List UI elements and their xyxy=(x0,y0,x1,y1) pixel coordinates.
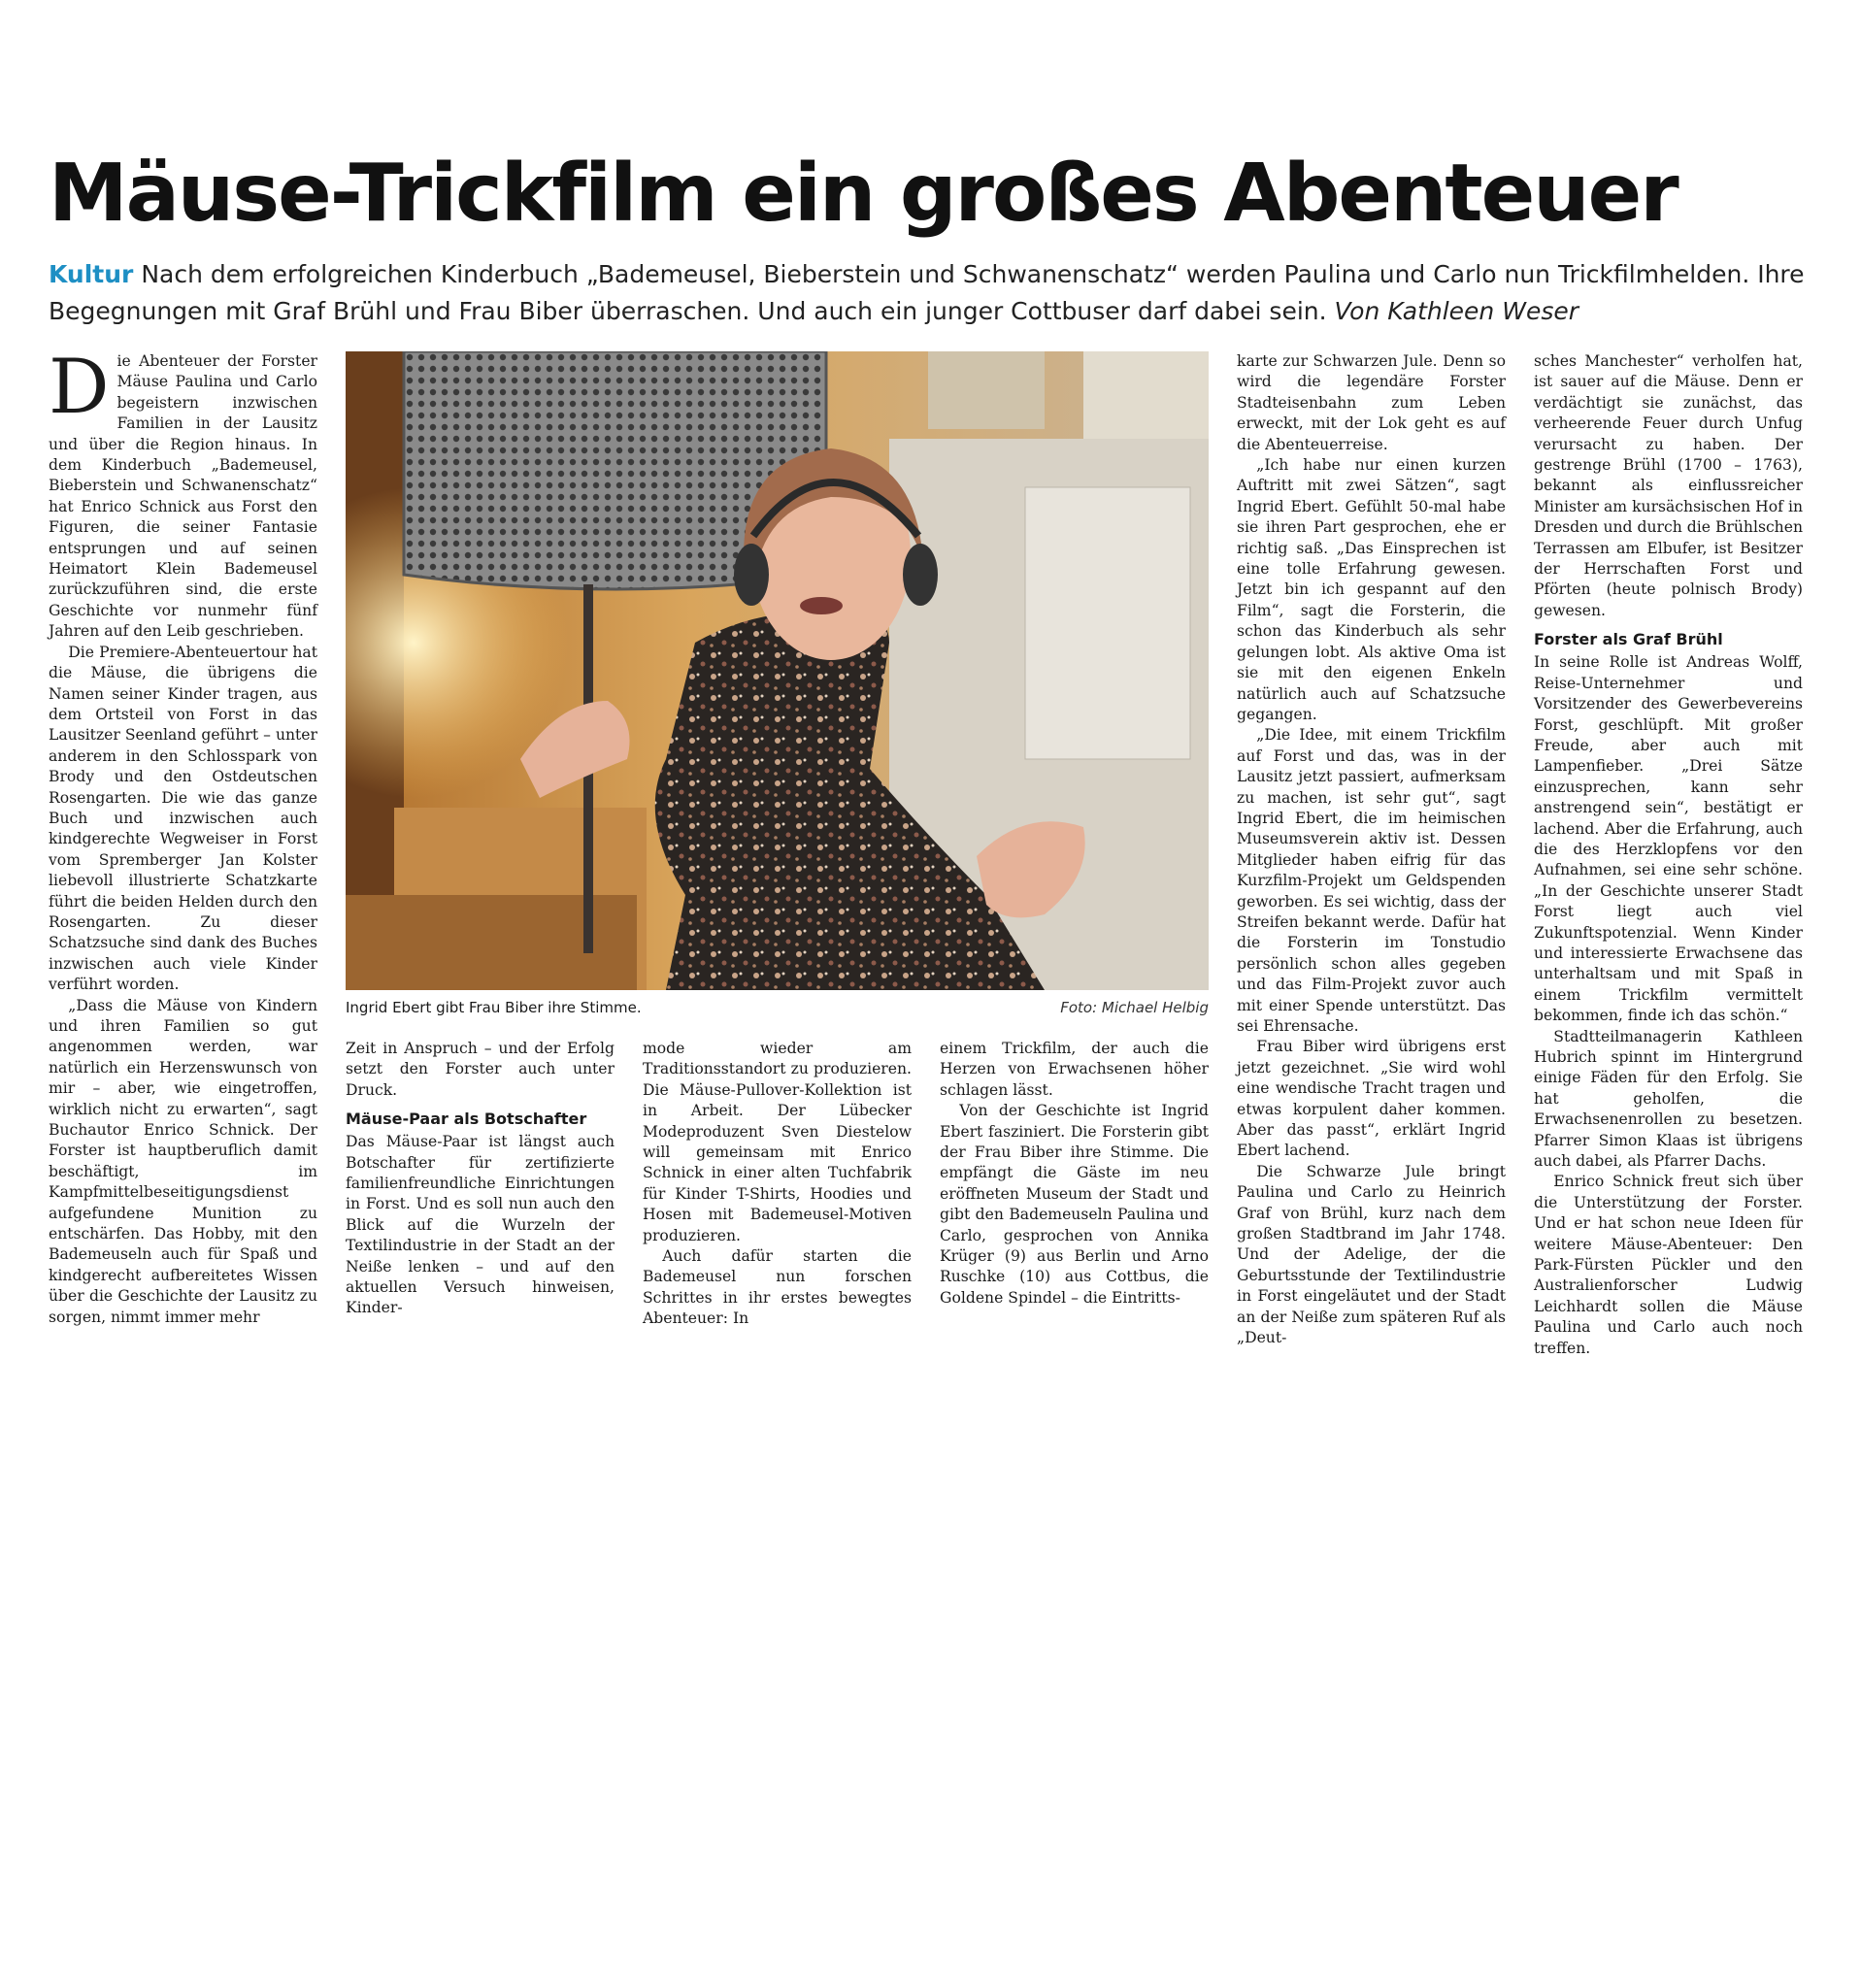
body-paragraph: Frau Biber wird übrigens erst jetzt gezeichnet. „Sie wird wohl eine wendische Tracht tragen und etwas korpulent daher kommen. Aber das passt“, erklärt Ingrid Ebert lachend. xyxy=(1237,1038,1506,1160)
body-paragraph: Die Schwarze Jule bringt Paulina und Carlo zu Heinrich Graf von Brühl, kurz nach dem großen Stadtbrand im Jahr 1748. Und der Adelige, der die Geburtsstunde der Textilindustrie in Forst eingeläutet und der Stadt an der Neiße zum späteren Ruf als „Deut- xyxy=(1237,1162,1506,1347)
drop-cap: D xyxy=(49,344,110,431)
lead-text: Nach dem erfolgreichen Kinderbuch „Bademeusel, Bieberstein und Schwanenschatz“ werden Paulina und Carlo nun Trickfilmhelden. Ihre Begegnungen mit Graf Brühl und Frau Biber überraschen. Und auch ein junger Cottbuser darf dabei sein. xyxy=(49,260,1805,325)
lead-paragraph xyxy=(49,256,1806,330)
section-heading: Forster als Graf Brühl xyxy=(1534,630,1723,649)
article-column-3 xyxy=(643,1039,912,1330)
body-paragraph: mode wieder am Traditionsstandort zu produzieren. Die Mäuse-Pullover-Kollektion ist in Arbeit. Der Lübecker Modeproduzent Sven Diestelow will gemeinsam mit Enrico Schnick in einer alten Tuchfabrik für Kinder T-Shirts, Hoodies und Hosen mit Bademeusel-Motiven produzieren. xyxy=(643,1040,912,1244)
body-paragraph: karte zur Schwarzen Jule. Denn so wird die legendäre Forster Stadteisenbahn zum Leben erweckt, mit der Lok geht es auf die Abenteuerreise. xyxy=(1237,352,1506,453)
author-byline: Von Kathleen Weser xyxy=(1334,297,1579,325)
rubric-label: Kultur xyxy=(49,260,134,288)
body-paragraph: Zeit in Anspruch – und der Erfolg setzt den Forster auch unter Druck. xyxy=(346,1040,615,1099)
recording-studio-photo xyxy=(346,351,1209,990)
body-paragraph: „Dass die Mäuse von Kindern und ihren Familien so gut angenommen werden, war natürlich ein Herzenswunsch von mir – aber, wie eingetroffen, wirklich nicht zu erwarten“, sagt Buchautor Enrico Schnick. Der Forster ist hauptberuflich damit beschäftigt, im Kampfmittelbeseitigungsdienst aufgefundene Munition zu entschärfen. Das Hobby, mit den Bademeuseln auch für Spaß und kindgerecht aufbereitetes Wissen über die Geschichte der Lausitz zu sorgen, nimmt immer mehr xyxy=(49,996,317,1326)
body-paragraph xyxy=(49,344,317,643)
headline: Mäuse-Trickfilm ein großes Abenteuer xyxy=(49,148,1678,240)
body-paragraph: sches Manchester“ verholfen hat, ist sauer auf die Mäuse. Denn er verdächtigt sie zunächst, das verheerende Feuer durch Unfug verursacht zu haben. Der gestrenge Brühl (1700 – 1763), bekannt als einflussreicher Minister am kursächsischen Hof in Dresden und durch die Brühlschen Terrassen am Elbufer, ist Besitzer der Herrschaften Forst und Pförten (heute polnisch Brody) gewesen. xyxy=(1534,352,1803,619)
article-column-6 xyxy=(1534,351,1803,1359)
article-column-5 xyxy=(1237,351,1506,1349)
body-paragraph: „Ich habe nur einen kurzen Auftritt mit zwei Sätzen“, sagt Ingrid Ebert. Gefühlt 50-mal habe sie ihren Part gesprochen, ehe er richtig saß. „Das Einsprechen ist eine tolle Erfahrung gewesen. Jetzt bin ich gespannt auf den Film“, sagt die Forsterin, die schon das Kinderbuch als sehr gelungen lobt. Als aktive Oma ist sie mit den eigenen Enkeln natürlich auch auf Schatzsuche gegangen. xyxy=(1237,456,1506,723)
photo-caption xyxy=(346,996,1209,1019)
photo-credit: Foto: Michael Helbig xyxy=(1060,999,1209,1016)
body-paragraph: Das Mäuse-Paar ist längst auch Botschafter für zertifizierte familienfreundliche Einrichtungen in Forst. Und es soll nun auch den Blick auf die Wurzeln der Textilindustrie in der Stadt an der Neiße lenken – und auf den aktuellen Versuch hinweisen, Kinder- xyxy=(346,1133,615,1317)
article-column-1 xyxy=(49,344,317,1328)
section-heading: Mäuse-Paar als Botschafter xyxy=(346,1110,587,1129)
body-paragraph: Von der Geschichte ist Ingrid Ebert fasziniert. Die Forsterin gibt der Frau Biber ihre Stimme. Die empfängt die Gäste im neu eröffneten Museum der Stadt und gibt den Bademeuseln Paulina und Carlo, gesprochen von Annika Krüger (9) aus Berlin und Arno Ruschke (10) aus Cottbus, die Goldene Spindel – die Eintritts- xyxy=(940,1102,1209,1307)
paragraph-text: ie Abenteuer der Forster Mäuse Paulina und Carlo begeistern inzwischen Familien in der Lausitz und über die Region hinaus. In dem Kinderbuch „Bademeusel, Bieberstein und Schwanenschatz“ hat Enrico Schnick aus Forst den Figuren, die seiner Fantasie entsprungen und auf seinen Heimatort Klein Bademeusel zurückzuführen sind, die erste Geschichte vor nunmehr fünf Jahren auf den Leib geschrieben. xyxy=(49,352,317,641)
body-paragraph: In seine Rolle ist Andreas Wolff, Reise-Unternehmer und Vorsitzender des Gewerbevereins Forst, geschlüpft. Mit großer Freude, aber auch mit Lampenfieber. „Drei Sätze einzusprechen, kann sehr anstrengend sein“, bestätigt er lachend. Aber die Erfahrung, auch die des Herzklopfens vor den Aufnahmen, sei eine sehr schöne. „In der Geschichte unserer Stadt Forst liegt auch viel Zukunftspotenzial. Wenn Kinder und interessierte Erwachsene das unterhaltsam und mit Spaß in einem Trickfilm vermittelt bekommen, finde ich das schön.“ xyxy=(1534,653,1803,1025)
body-paragraph: „Die Idee, mit einem Trickfilm auf Forst und das, was in der Lausitz jetzt passiert, aufmerksam zu machen, ist sehr gut“, sagt Ingrid Ebert, die im heimischen Museumsverein aktiv ist. Dessen Mitglieder haben eifrig für das Kurzfilm-Projekt um Geldspenden geworben. Es sei wichtig, dass der Streifen bekannt werde. Dafür hat die Forsterin im Tonstudio persönlich schon alles gegeben und das Film-Projekt zuvor auch mit einer Spende unterstützt. Das sei Ehrensache. xyxy=(1237,726,1506,1035)
body-paragraph: Auch dafür starten die Bademeusel nun forschen Schrittes in ihr erstes bewegtes Abenteuer: In xyxy=(643,1247,912,1328)
body-paragraph: Enrico Schnick freut sich über die Unterstützung der Forster. Und er hat schon neue Ideen für weitere Mäuse-Abenteuer: Den Park-Fürsten Pückler und den Australienforscher Ludwig Leichhardt sollen die Mäuse Paulina und Carlo auch noch treffen. xyxy=(1534,1173,1803,1357)
article-photo xyxy=(346,351,1209,990)
article-column-2 xyxy=(346,1039,615,1319)
body-paragraph: einem Trickfilm, der auch die Herzen von Erwachsenen höher schlagen lässt. xyxy=(940,1040,1209,1099)
body-paragraph: Die Premiere-Abenteuertour hat die Mäuse, die übrigens die Namen seiner Kinder tragen, aus dem Ortsteil von Forst in das Lausitzer Seenland geführt – unter anderem in den Schlosspark von Brody und den Ostdeutschen Rosengarten. Die wie das ganze Buch und inzwischen auch kindgerechte Wegweiser in Forst vom Spremberger Jan Kolster liebevoll illustrierte Schatzkarte führt die beiden Helden durch den Rosengarten. Zu dieser Schatzsuche sind dank des Buches inzwischen auch viele Kinder verführt worden. xyxy=(49,643,317,994)
caption-text: Ingrid Ebert gibt Frau Biber ihre Stimme. xyxy=(346,999,642,1016)
body-paragraph: Stadtteilmanagerin Kathleen Hubrich spinnt im Hintergrund einige Fäden für den Erfolg. Sie hat geholfen, die Erwachsenenrollen zu besetzen. Pfarrer Simon Klaas ist übrigens auch dabei, als Pfarrer Dachs. xyxy=(1534,1027,1803,1171)
article-column-4 xyxy=(940,1039,1209,1309)
